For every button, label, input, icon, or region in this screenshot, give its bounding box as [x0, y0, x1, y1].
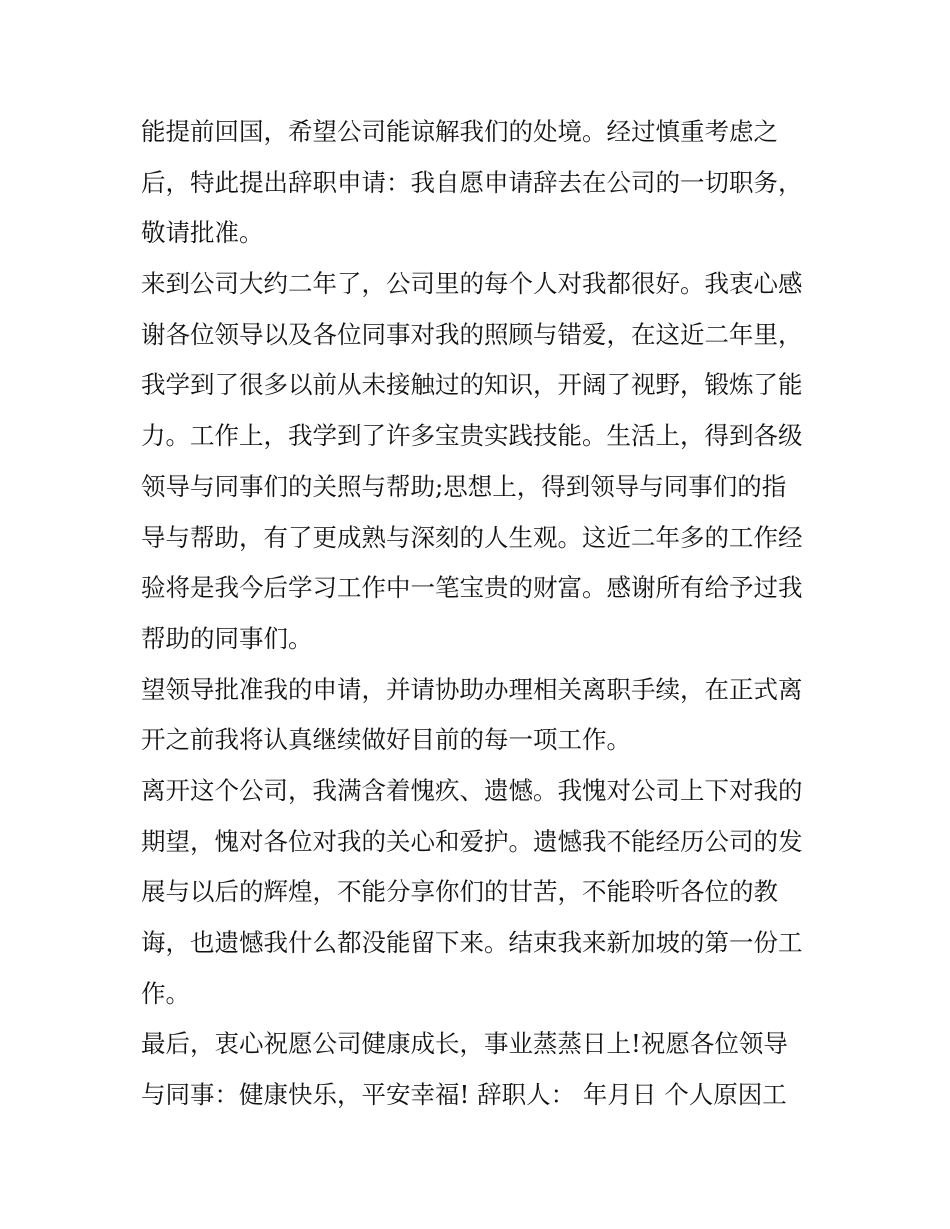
- text-line: 领导与同事们的关照与帮助;思想上，得到领导与同事们的指: [141, 471, 787, 501]
- text-line: 导与帮助，有了更成熟与深刻的人生观。这近二年多的工作经: [141, 522, 803, 552]
- text-line: 来到公司大约二年了，公司里的每个人对我都很好。我衷心感: [141, 269, 803, 299]
- text-line: 展与以后的辉煌，不能分享你们的甘苦，不能聆听各位的教: [141, 877, 778, 907]
- text-line: 能提前回国，希望公司能谅解我们的处境。经过慎重考虑之: [141, 117, 778, 146]
- resignation-letter-body: [141, 107, 821, 1121]
- text-line: 帮助的同事们。: [141, 623, 313, 653]
- text-line: 我学到了很多以前从未接触过的知识，开阔了视野，锻炼了能: [141, 370, 803, 400]
- text-line: 望领导批准我的申请，并请协助办理相关离职手续，在正式离: [141, 674, 803, 704]
- text-line: 期望，愧对各位对我的关心和爱护。遗憾我不能经历公司的发: [141, 826, 803, 856]
- text-line: 诲，也遗憾我什么都没能留下来。结束我来新加坡的第一份工: [141, 928, 803, 957]
- text-line: 作。: [141, 978, 190, 1008]
- text-line: 后，特此提出辞职申请：我自愿申请辞去在公司的一切职务，: [141, 167, 803, 197]
- text-line: 力。工作上，我学到了许多宝贵实践技能。生活上，得到各级: [141, 421, 803, 451]
- text-line: 验将是我今后学习工作中一笔宝贵的财富。感谢所有给予过我: [141, 573, 803, 603]
- text-line: 谢各位领导以及各位同事对我的照顾与错爱，在这近二年里，: [141, 319, 803, 349]
- text-line: 最后，衷心祝愿公司健康成长，事业蒸蒸日上!祝愿各位领导: [141, 1029, 788, 1059]
- text-line: 敬请批准。: [141, 218, 264, 248]
- text-line: 开之前我将认真继续做好目前的每一项工作。: [141, 725, 631, 755]
- text-line: 离开这个公司，我满含着愧疚、遗憾。我愧对公司上下对我的: [141, 775, 803, 805]
- text-line: 与同事：健康快乐，平安幸福! 辞职人： 年月日 个人原因工: [141, 1080, 787, 1110]
